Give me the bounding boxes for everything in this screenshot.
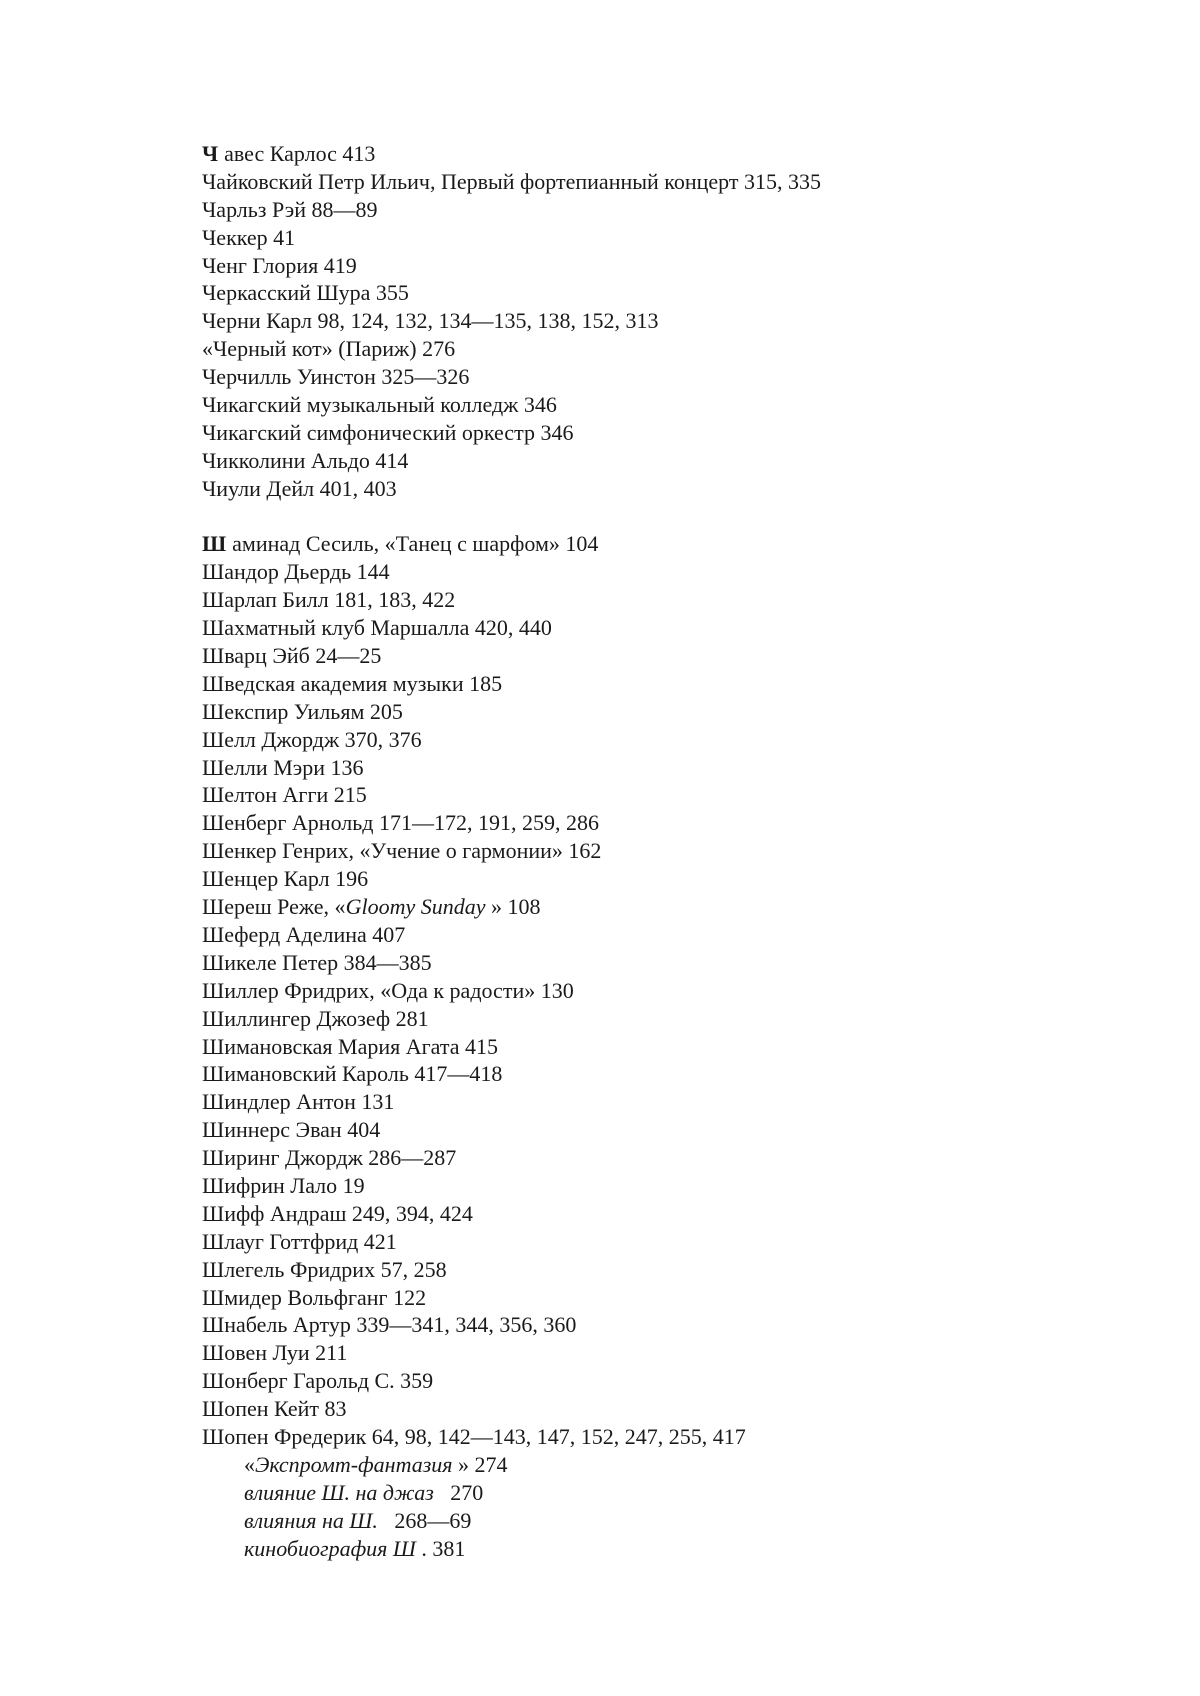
entry-text: 268—69 [377,1507,472,1533]
index-entry: Шнабель Артур 339—341, 344, 356, 360 [202,1312,577,1338]
section-gap [202,503,1162,531]
index-entry: Шенцер Карл 196 [202,866,369,892]
index-entry: «Черный кот» (Париж) 276 [202,336,456,362]
index-entry: Шопен Фредерик 64, 98, 142—143, 147, 152, 247, 255, 417 [202,1423,746,1449]
entry-italic-text: влияния на Ш. [244,1507,378,1533]
index-entry: Шифф Андраш 249, 394, 424 [202,1200,473,1226]
index-entry [202,530,1162,558]
index-entry: Шелли Мэри 136 [202,754,364,780]
entry-text: 270 [433,1479,484,1505]
index-entry: Шелтон Агги 215 [202,782,367,808]
index-entry: Шиндлер Антон 131 [202,1089,395,1115]
section-initial: Ч [202,141,219,166]
index-subentry [202,1451,1162,1479]
entry-italic-text: кинобиография Ш [244,1535,416,1561]
entry-text: авес Карлос 413 [224,141,376,166]
entry-italic-text: влияние Ш. на джаз [244,1479,434,1505]
index-entry: Шеферд Аделина 407 [202,921,406,947]
index-subentry [202,1479,1162,1507]
index-entry: Черчилль Уинстон 325—326 [202,364,470,390]
index-entry: Чиули Дейл 401, 403 [202,475,397,501]
entry-text: Шереш Реже, « [202,894,346,920]
entry-text: аминад Сесиль, «Танец с шарфом» 104 [232,531,599,557]
index-subentry [202,1535,1162,1563]
index-entry: Шандор Дьердь 144 [202,559,390,585]
index-entry: Шмидер Вольфганг 122 [202,1284,427,1310]
index-entry: Шварц Эйб 24—25 [202,643,382,669]
index-entry: Шимановская Мария Агата 415 [202,1033,499,1059]
index-entry: Шлауг Готтфрид 421 [202,1228,397,1254]
index-entry: Шарлап Билл 181, 183, 422 [202,587,456,613]
section-initial: Ш [202,531,227,557]
index-entry: Шимановский Кароль 417—418 [202,1061,503,1087]
index-entry: Шелл Джордж 370, 376 [202,726,422,752]
index-entry: Шлегель Фридрих 57, 258 [202,1256,447,1282]
index-entry: Шовен Луи 211 [202,1340,348,1366]
index-entry: Шиллингер Джозеф 281 [202,1005,429,1031]
index-entry: Чарльз Рэй 88—89 [202,196,378,222]
entry-text: « [244,1451,255,1477]
index-entry: Ченг Глория 419 [202,252,357,278]
index-entry: Шонберг Гарольд С. 359 [202,1368,434,1394]
index-entry: Чикагский симфонический оркестр 346 [202,419,574,445]
index-entry: Шекспир Уильям 205 [202,698,403,724]
entry-text: » 274 [452,1451,508,1477]
index-entry: Чеккер 41 [202,224,296,250]
index-entry: Шенберг Арнольд 171—172, 191, 259, 286 [202,810,599,836]
index-entry: Чикколини Альдо 414 [202,447,409,473]
index-entry: Шиллер Фридрих, «Ода к радости» 130 [202,977,574,1003]
index-entry: Чикагский музыкальный колледж 346 [202,392,557,418]
index-subentry [202,1507,1162,1535]
index-entry: Шикеле Петер 384—385 [202,949,432,975]
entry-text: » 108 [485,894,541,920]
entry-italic-text: Gloomy Sunday [345,894,486,920]
index-entry: Чайковский Петр Ильич, Первый фортепианный концерт 315, 335 [202,168,821,194]
index-entry: Шахматный клуб Маршалла 420, 440 [202,615,552,641]
index-entry: Шиннерс Эван 404 [202,1117,381,1143]
index-entry: Шенкер Генрих, «Учение о гармонии» 162 [202,838,602,864]
index-entry: Шопен Кейт 83 [202,1396,347,1422]
index-entry: Черни Карл 98, 124, 132, 134—135, 138, 152, 313 [202,308,659,334]
entry-text: . 381 [415,1535,466,1561]
index-entry: Шифрин Лало 19 [202,1172,365,1198]
entry-italic-text: Экспромт-фантазия [255,1451,453,1477]
index-page [202,140,1162,1562]
index-entry [202,140,1162,168]
index-entry: Черкасский Шура 355 [202,280,409,306]
index-entry [202,893,1162,921]
index-entry: Ширинг Джордж 286—287 [202,1145,457,1171]
index-entry: Шведская академия музыки 185 [202,670,503,696]
